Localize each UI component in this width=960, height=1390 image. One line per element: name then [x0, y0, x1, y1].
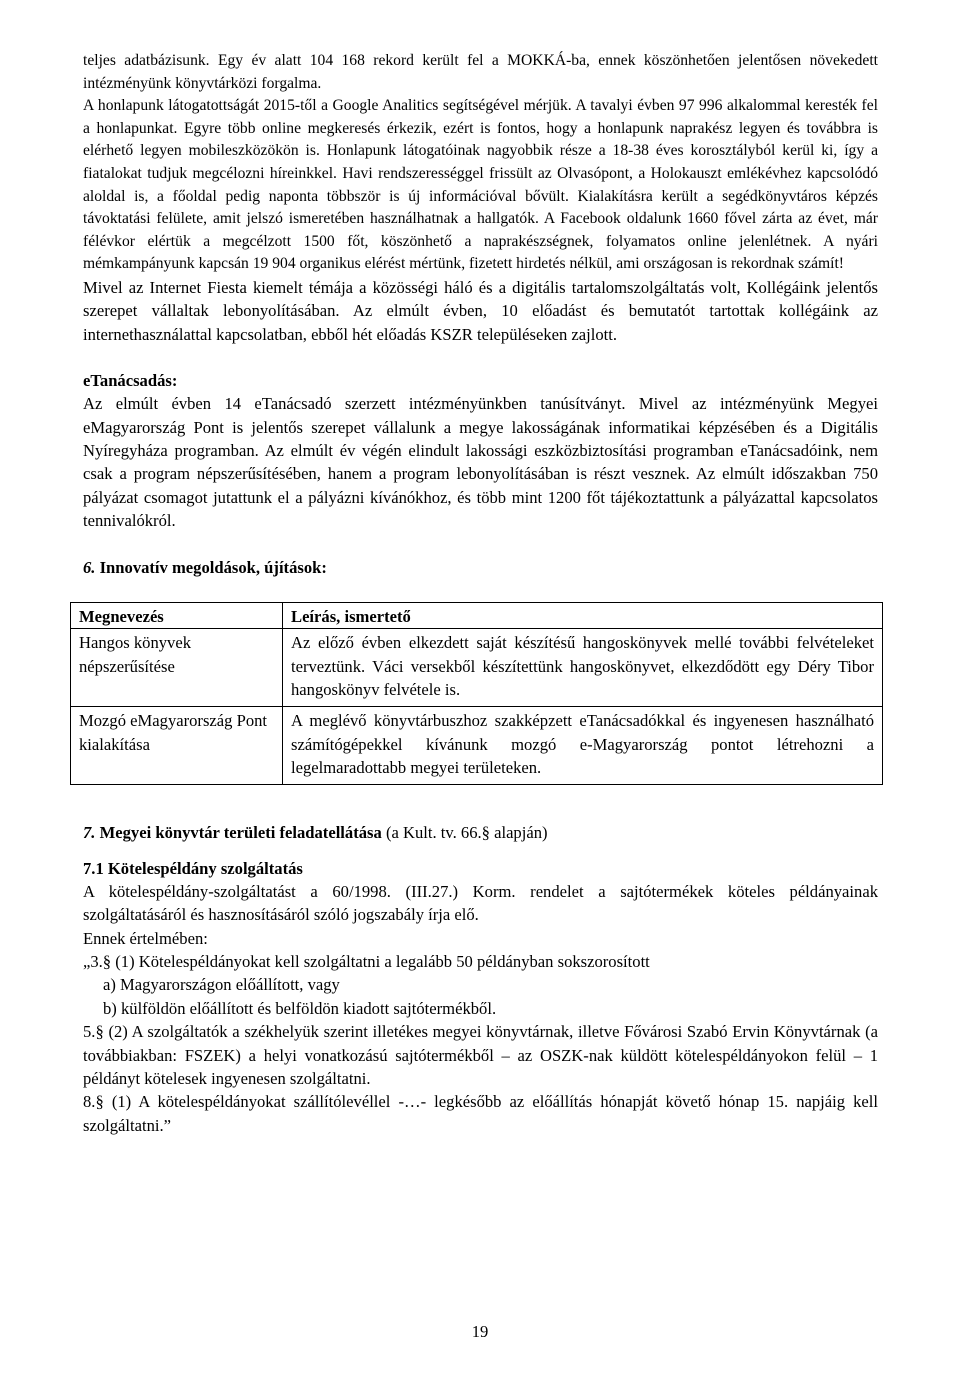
- table-header-name: Megnevezés: [71, 602, 283, 629]
- paragraph-8: 8.§ (1) A kötelespéldányokat szállítólevéllel -…- legkésőbb az előállítás hónapját követő hónap 15. napjáig kell szolgáltatni.”: [83, 1092, 878, 1135]
- section-6-title: [83, 556, 878, 579]
- section-7-title: [83, 821, 878, 844]
- table-cell-name: Hangos könyvek népszerűsítése: [71, 629, 283, 707]
- table-row: [71, 706, 883, 784]
- section-7-suffix: (a Kult. tv. 66.§ alapján): [381, 822, 548, 842]
- list-item-b: b) külföldön előállított és belföldön kiadott sajtótermékből.: [103, 998, 497, 1018]
- document-page: [79, 50, 878, 1137]
- section-7-number: 7.: [83, 822, 96, 842]
- section-7-1-intro: A kötelespéldány-szolgáltatást a 60/1998. (III.27.) Korm. rendelet a sajtótermékek köteles példányainak szolgáltatásáról és hasznosításáról szóló jogszabály írja elő.: [83, 881, 878, 925]
- etanacsadas-text: Az elmúlt évben 14 eTanácsadó szerzett intézményünkben tanúsítványt. Mivel az intézményünk Megyei eMagyarország Pont is jelentős szerepet vállalunk a megye lakosságának informatikai képzésében és a Digitális Nyíregyháza programban. Az elmúlt év végén elindult lakossági eszközbiztosítási programban eTanácsadóink, nem csak a program népszerűsítésében, hanem a program lebonyolításában is részt vesznek. Az elmúlt időszakban 750 pályázat csomagot jutattunk el a pályázni kívánókhoz, és több mint 1200 főt tájékoztattunk a pályázattal kapcsolatos tennivalókról.: [83, 394, 878, 531]
- paragraph-mokka: teljes adatbázisunk. Egy év alatt 104 168 rekord került fel a MOKKÁ-ba, ennek köszönhetően jelentősen növekedett intézményünk könyvtárközi forgalma.: [83, 52, 878, 92]
- section-7-1-quote-start: „3.§ (1) Kötelespéldányokat kell szolgáltatni a legalább 50 példányban sokszorosított: [83, 951, 650, 971]
- page-number: 19: [471, 1322, 489, 1341]
- list-item-a: a) Magyarországon előállított, vagy: [103, 975, 340, 995]
- paragraph-5: 5.§ (2) A szolgáltatók a székhelyük szerint illetékes megyei könyvtárnak, illetve Fővárosi Szabó Ervin Könyvtárnak (a továbbiakban: FSZEK) a helyi vonatkozású sajtótermékből – az OSZK-nak küldött kötelespéldányokon felül – 1 példányt kötelesek ingyenesen szolgáltatni.: [83, 1022, 878, 1088]
- section-7-1-line: Ennek értelmében:: [83, 928, 208, 948]
- table-row: [71, 629, 883, 707]
- paragraph-internet-fiesta: Mivel az Internet Fiesta kiemelt témája a közösségi háló és a digitális tartalomszolgáltatás volt, Kollégáink jelentős szerepet vállaltak lebonyolításában. Az elmúlt évben, 10 előadást és bemutatót tartottak kollégáink az internethasználattal kapcsolatban, ebből hét előadás KSZR településeken zajlott.: [83, 277, 878, 344]
- section-7-1-heading: 7.1 Kötelespéldány szolgáltatás: [83, 858, 303, 878]
- table-header-row: [71, 602, 883, 629]
- table-cell-description: A meglévő könyvtárbuszhoz szakképzett eTanácsadókkal és ingyenesen használható számítógépekkel kívánunk mozgó e-Magyarország pontot létrehozni a legelmaradottabb megyei területeken.: [283, 706, 883, 784]
- table-header-description: Leírás, ismertető: [283, 602, 883, 629]
- section-6-title-text: Innovatív megoldások, újítások:: [95, 557, 327, 577]
- section-7-title-text: Megyei könyvtár területi feladatellátása: [95, 822, 382, 842]
- innovation-table: [70, 602, 883, 785]
- etanacsadas-heading: eTanácsadás:: [83, 371, 178, 391]
- paragraph-website: A honlapunk látogatottságát 2015-től a Google Analitics segítségével mérjük. A tavalyi évben 97 996 alkalommal keresték fel a honlapunkat. Egyre több online megkeresés érkezik, ezért is fontos, hogy a honlapunk naprakész legyen és továbbra is elérhető legyen mobileszközökön is. Honlapunk látogatóinak nagyobbik része a 18-38 éves korosztályból kerül ki, így a fiatalokat tudjuk megcélozni híreinkkel. Havi rendszerességgel frissült az Olvasópont, a Holokauszt emlékévhez kapcsolódó aloldal is, a főoldal pedig naponta többször is új információval bővült. Kialakításra került a segédkönyvtáros képzés távoktatási felülete, amit jelszó ismeretében használhatnak a hallgatók. A Facebook oldalunk 1660 fővel zárta az évet, már félévkor elértük a megcélzott 1500 főt, köszönhető a naprakészségnek, folyamatos online jelenlétnek. A nyári mémkampányunk kapcsán 19 904 organikus elérést mértünk, fizetett hirdetés nélkül, ami országosan is rekordnak számít!: [83, 97, 878, 273]
- table-cell-description: Az előző évben elkezdett saját készítésű hangoskönyvek mellé további felvételeket terveztünk. Váci versekből készítettünk hangoskönyvet, elkezdődött egy Déry Tibor hangoskönyv felvétele is.: [283, 629, 883, 707]
- table-cell-name: Mozgó eMagyarország Pont kialakítása: [71, 706, 283, 784]
- section-6-number: 6.: [83, 557, 96, 577]
